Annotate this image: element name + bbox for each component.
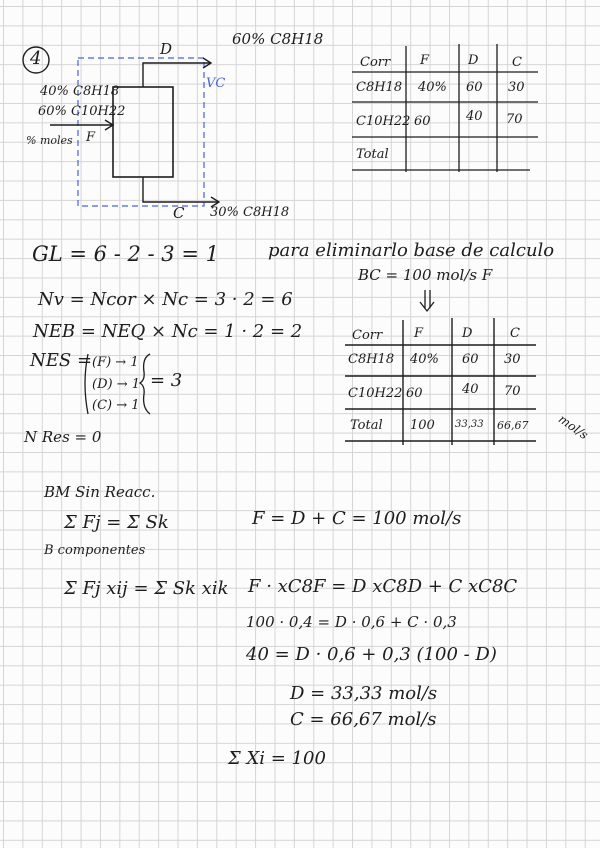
stream-d-line [143, 63, 210, 87]
table2-header: C [510, 326, 520, 341]
table1-cell: 60 [414, 114, 431, 129]
table1-header: Corr [360, 55, 391, 70]
result-c: C = 66,67 mol/s [290, 709, 437, 730]
table2-cell: 70 [504, 384, 521, 399]
table2-cell: 66,67 [497, 419, 529, 432]
table1-cell: C10H22 [356, 114, 411, 129]
table1-cell: 30 [508, 80, 525, 95]
table1-header: F [420, 53, 430, 68]
separator-unit-box [113, 87, 173, 177]
table1-cell: C8H18 [356, 80, 403, 95]
component-equation-3: 40 = D · 0,6 + 0,3 (100 - D) [246, 644, 497, 665]
stream-c-line [143, 177, 218, 202]
nes-item: (F) → 1 [92, 355, 139, 370]
nes-item: (C) → 1 [92, 398, 140, 413]
table2-cell: Total [350, 418, 383, 433]
global-balance: F = D + C = 100 mol/s [252, 508, 462, 529]
top-composition-label: 60% C8H18 [232, 30, 324, 48]
table2-cell: 100 [410, 418, 435, 433]
feed-basis-label: % moles [26, 134, 73, 147]
component-equation-1: F · xC8F = D xC8D + C xC8C [248, 576, 518, 597]
nes-right-brace [140, 354, 150, 414]
bottom-composition-label: 30% C8H18 [210, 205, 290, 220]
feed-composition-2: 60% C10H22 [38, 104, 126, 119]
component-equation-2: 100 · 0,4 = D · 0,6 + C · 0,3 [246, 613, 457, 631]
nes-item: (D) → 1 [92, 377, 140, 392]
components-label: B componentes [44, 543, 146, 558]
nes-total: = 3 [150, 370, 183, 391]
nv-equation: Nv = Ncor × Nc = 3 · 2 = 6 [38, 289, 293, 310]
sum-equation: Σ Fj = Σ Sk [64, 512, 169, 533]
stream-f-label: F [86, 130, 96, 145]
component-sum-equation: Σ Fj xij = Σ Sk xik [64, 578, 229, 599]
result-d: D = 33,33 mol/s [290, 683, 438, 704]
table2-cell: 33,33 [455, 419, 484, 430]
table2-cell: 60 [462, 352, 479, 367]
nes-label: NES = [30, 350, 93, 371]
balance-title: BM Sin Reacc. [44, 483, 156, 501]
table1-header: D [468, 53, 479, 68]
table1-cell: 40 [466, 109, 483, 124]
feed-composition-1: 40% C8H18 [40, 84, 120, 99]
table1-header: C [512, 55, 522, 70]
table2-header: F [414, 326, 424, 341]
table1-cell: 60 [466, 80, 483, 95]
table2-cell: 30 [504, 352, 521, 367]
table2-units: mol/s [555, 411, 591, 443]
sum-check: Σ Xi = 100 [228, 748, 326, 769]
table2-cell: C8H18 [348, 352, 395, 367]
vc-label: VC [206, 76, 226, 91]
table2-cell: 40 [462, 382, 479, 397]
stream-d-label: D [160, 40, 173, 58]
stream-c-label: C [173, 204, 185, 222]
table2-cell: 60 [406, 386, 423, 401]
problem-number: 4 [30, 48, 42, 69]
neb-equation: NEB = NEQ × Nc = 1 · 2 = 2 [33, 321, 303, 342]
gl-equation: GL = 6 - 2 - 3 = 1 [32, 242, 219, 266]
down-arrow-icon [420, 290, 434, 311]
nres-equation: N Res = 0 [24, 428, 102, 446]
table2-header: D [462, 326, 473, 341]
table2-header: Corr [352, 328, 383, 343]
control-volume-boundary [78, 58, 204, 206]
base-note-1: para eliminarlo base de calculo [268, 240, 555, 261]
table2-cell: 40% [410, 352, 439, 367]
table1-cell: 70 [506, 112, 523, 127]
table1-cell: 40% [418, 80, 447, 95]
table2-cell: C10H22 [348, 386, 403, 401]
base-note-2: BC = 100 mol/s F [358, 266, 493, 284]
table1-cell: Total [356, 147, 389, 162]
